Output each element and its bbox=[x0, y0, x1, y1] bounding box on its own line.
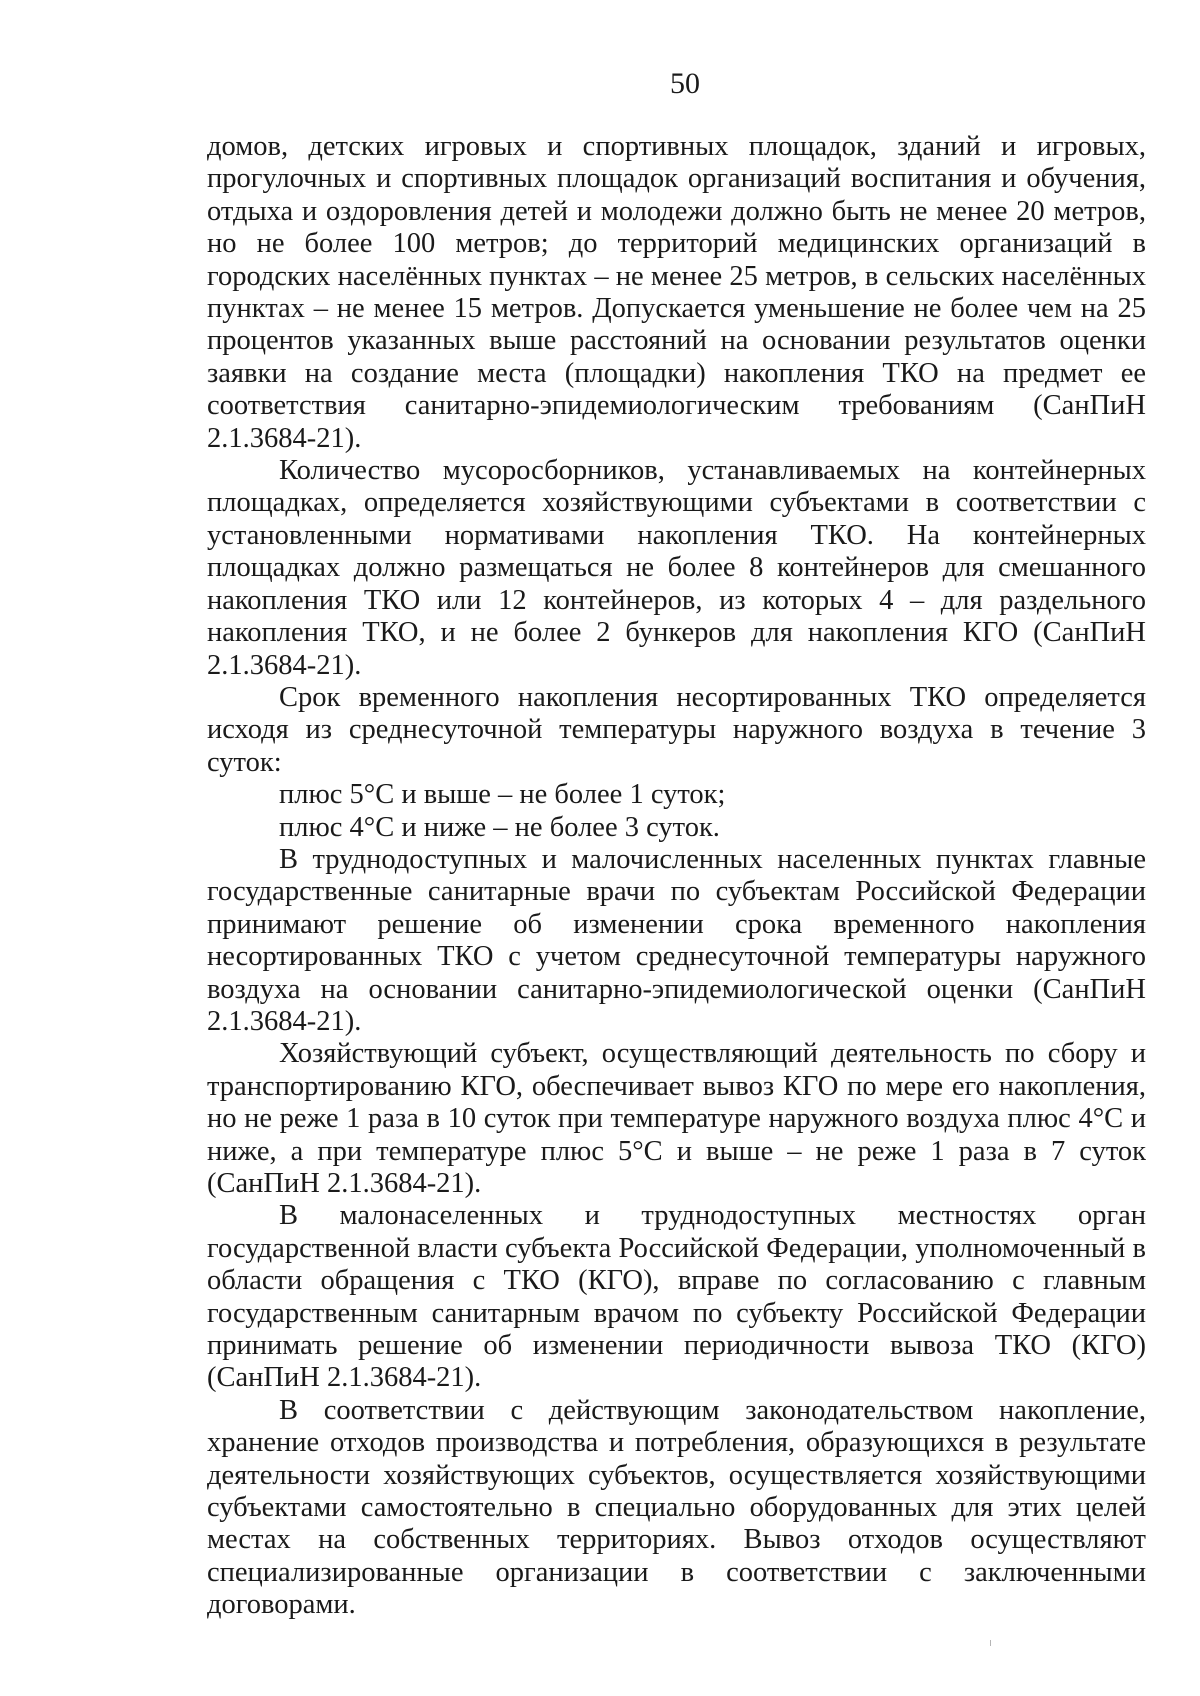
paragraph: Срок временного накопления несортированных ТКО определяется исходя из среднесуточной температуры наружного воздуха в течение 3 суток: bbox=[207, 681, 1146, 778]
paragraph: Хозяйствующий субъект, осуществляющий деятельность по сбору и транспортированию КГО, обеспечивает вывоз КГО по мере его накопления, но не реже 1 раза в 10 суток при температуре наружного воздуха плюс 4°С и ниже, а при температуре плюс 5°С и выше – не реже 1 раза в 7 суток (СанПиН 2.1.3684-21). bbox=[207, 1038, 1146, 1199]
page-number: 50 bbox=[670, 67, 700, 100]
paragraph: В труднодоступных и малочисленных населенных пунктах главные государственные санитарные врачи по субъектам Российской Федерации принимают решение об изменении срока временного накопления несортированных ТКО с учетом среднесуточной температуры наружного воздуха на основании санитарно-эпидемиологической оценки (СанПиН 2.1.3684-21). bbox=[207, 843, 1146, 1037]
scan-artifact bbox=[990, 1640, 991, 1646]
paragraph: домов, детских игровых и спортивных площадок, зданий и игровых, прогулочных и спортивных площадок организаций воспитания и обучения, отдыха и оздоровления детей и молодежи должно быть не менее 20 метров, но не более 100 метров; до территорий медицинских организаций в городских населённых пунктах – не менее 25 метров, в сельских населённых пунктах – не менее 15 метров. Допускается уменьшение не более чем на 25 процентов указанных выше расстояний на основании результатов оценки заявки на создание места (площадки) накопления ТКО на предмет ее соответствия санитарно-эпидемиологическим требованиям (СанПиН 2.1.3684-21). bbox=[207, 131, 1146, 454]
paragraph: В соответствии с действующим законодательством накопление, хранение отходов производства и потребления, образующихся в результате деятельности хозяйствующих субъектов, осуществляется хозяйствующими субъектами самостоятельно в специально оборудованных для этих целей местах на собственных территориях. Вывоз отходов осуществляют специализированные организации в соответствии с заключенными договорами. bbox=[207, 1394, 1146, 1621]
document-body bbox=[207, 131, 1146, 1622]
paragraph: В малонаселенных и труднодоступных местностях орган государственной власти субъекта Российской Федерации, уполномоченный в области обращения с ТКО (КГО), вправе по согласованию с главным государственным санитарным врачом по субъекту Российской Федерации принимать решение об изменении периодичности вывоза ТКО (КГО) (СанПиН 2.1.3684-21). bbox=[207, 1200, 1146, 1394]
paragraph: плюс 5°С и выше – не более 1 суток; bbox=[279, 779, 726, 811]
paragraph: Количество мусоросборников, устанавливаемых на контейнерных площадках, определяется хозяйствующими субъектами в соответствии с установленными нормативами накопления ТКО. На контейнерных площадках должно размещаться не более 8 контейнеров для смешанного накопления ТКО или 12 контейнеров, из которых 4 – для раздельного накопления ТКО, и не более 2 бункеров для накопления КГО (СанПиН 2.1.3684-21). bbox=[207, 455, 1146, 681]
paragraph: плюс 4°С и ниже – не более 3 суток. bbox=[279, 811, 720, 843]
